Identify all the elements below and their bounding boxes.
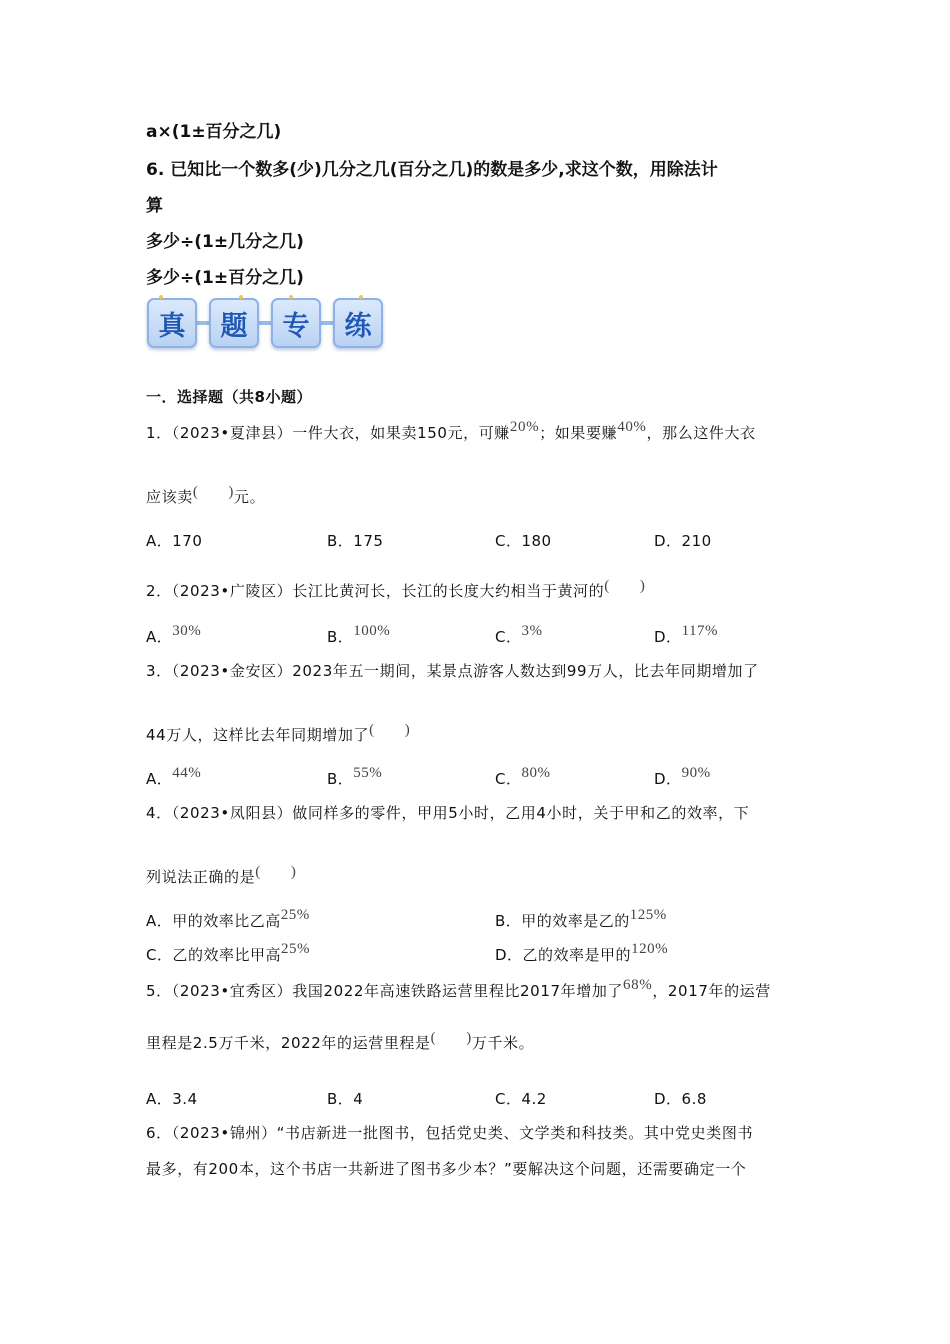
q1-answer-paren-open: ( [192,484,199,500]
q4-option-c [146,941,310,965]
q2-option-d-label: D． [654,628,682,646]
q2-option-d-value: 117% [681,623,719,639]
q4-answer-paren-close: ) [290,864,297,880]
section-title: 一．选择题（共8小题） [146,388,312,406]
q2-option-a-label: A． [146,628,173,646]
q4-text-b: 列说法正确的是 [146,868,256,886]
q5-option-c: C．4.2 [495,1090,547,1108]
q5-option-b: B．4 [327,1090,364,1108]
banner-tile-3 [271,298,321,348]
formula-line-a: 多少÷(1±几分之几) [146,232,304,252]
q2-answer-paren-open: ( [604,578,610,594]
q6-line-2: 最多，有200本，这个书店一共新进了图书多少本？”要解决这个问题，还需要确定一个 [146,1160,747,1178]
q4-option-b [495,907,667,931]
q2-option-d [654,623,719,647]
q6-line-1: 6．（2023•锦州）“书店新进一批图书，包括党史类、文学类和科技类。其中党史类图书 [146,1124,754,1142]
q1-option-a: A．170 [146,532,203,550]
q4-option-a [146,907,310,931]
q5-text-a: 5．（2023•宜秀区）我国2022年高速铁路运营里程比2017年增加了 [146,982,624,1000]
formula-line-b: 多少÷(1±百分之几) [146,268,304,288]
q3-option-d [654,765,711,789]
q1-option-d: D．210 [654,532,712,550]
q5-text-b: ，2017年的运营 [652,982,771,1000]
q3-option-a [146,765,202,789]
practice-banner [147,298,383,348]
q2-option-c-label: C． [495,628,522,646]
q4-line-1: 4．（2023•凤阳县）做同样多的零件，甲用5小时，乙用4小时，关于甲和乙的效率，下 [146,804,750,822]
banner-char-4: 练 [344,310,372,342]
q2-option-a [146,623,202,647]
q5-option-d: D．6.8 [654,1090,707,1108]
q4-option-a-label: A．甲的效率比乙高 [146,912,281,930]
q5-percent-1: 68% [623,977,653,993]
q2-option-b [327,623,391,647]
q2-option-c [495,623,543,647]
q4-option-b-label: B．甲的效率是乙的 [495,912,630,930]
q5-answer-paren-open: ( [430,1030,437,1046]
q4-option-a-value: 25% [280,907,310,923]
q5-text-d: 万千米。 [471,1034,535,1052]
q1-text-b: ；如果要赚 [539,424,618,442]
q1-text-e: 元。 [234,488,266,506]
formula-line-1: a×(1±百分之几) [146,122,282,142]
q3-text-b: 44万人，这样比去年同期增加了 [146,726,370,744]
q2-option-c-value: 3% [521,623,543,639]
rule-6-line-2: 算 [146,196,163,216]
banner-tile-1 [147,298,197,348]
q1-text-a: 1．（2023•夏津县）一件大衣，如果卖150元，可赚 [146,424,510,442]
q3-line-1: 3．（2023•金安区）2023年五一期间，某景点游客人数达到99万人，比去年同期增加了 [146,662,759,680]
q1-percent-1: 20% [509,419,540,435]
q3-answer-paren-close: ) [404,722,411,738]
q2-line-1 [146,580,646,601]
q2-text-a: 2．（2023•广陵区）长江比黄河长，长江的长度大约相当于黄河的 [146,582,605,600]
q3-option-b-value: 55% [353,765,383,781]
q5-text-c: 里程是2.5万千米，2022年的运营里程是 [146,1034,431,1052]
q5-answer-paren-close: ) [466,1030,472,1046]
q1-percent-2: 40% [617,419,647,435]
q1-answer-paren-close: ) [228,484,235,500]
q4-option-d-value: 120% [631,941,669,957]
rule-6-line-1: 6. 已知比一个数多(少)几分之几(百分之几)的数是多少,求这个数，用除法计 [146,160,718,180]
q1-option-b: B．175 [327,532,384,550]
q3-option-a-label: A． [146,770,173,788]
q2-option-a-value: 30% [172,623,202,639]
q3-option-d-value: 90% [681,765,711,781]
q4-option-c-value: 25% [280,941,310,957]
q3-option-b-label: B． [327,770,354,788]
q1-option-c: C．180 [495,532,552,550]
q3-answer-paren-open: ( [369,722,375,738]
q4-option-d-label: D．乙的效率是甲的 [495,946,632,964]
q3-line-2 [146,724,410,745]
q3-option-c-value: 80% [521,765,551,781]
q5-line-1 [146,977,771,1001]
q5-option-a: A．3.4 [146,1090,198,1108]
q3-option-d-label: D． [654,770,682,788]
q4-option-c-label: C．乙的效率比甲高 [146,946,281,964]
banner-char-3: 专 [282,310,310,342]
q1-text-d: 应该卖 [146,488,193,506]
q2-answer-paren-close: ) [639,578,646,594]
q2-option-b-value: 100% [353,623,391,639]
banner-char-2: 题 [220,310,248,342]
q3-option-c-label: C． [495,770,522,788]
q2-option-b-label: B． [327,628,354,646]
q3-option-b [327,765,383,789]
q3-option-a-value: 44% [172,765,202,781]
banner-tile-4 [333,298,383,348]
q1-line-2 [146,486,265,507]
q4-option-b-value: 125% [629,907,667,923]
q1-text-c: ，那么这件大衣 [646,424,756,442]
q4-option-d [495,941,669,965]
q4-line-2 [146,866,296,887]
q1-line-1 [146,419,756,443]
q4-answer-paren-open: ( [255,864,261,880]
q3-option-c [495,765,551,789]
banner-tile-2 [209,298,259,348]
banner-char-1: 真 [158,310,186,342]
q5-line-2 [146,1032,534,1053]
